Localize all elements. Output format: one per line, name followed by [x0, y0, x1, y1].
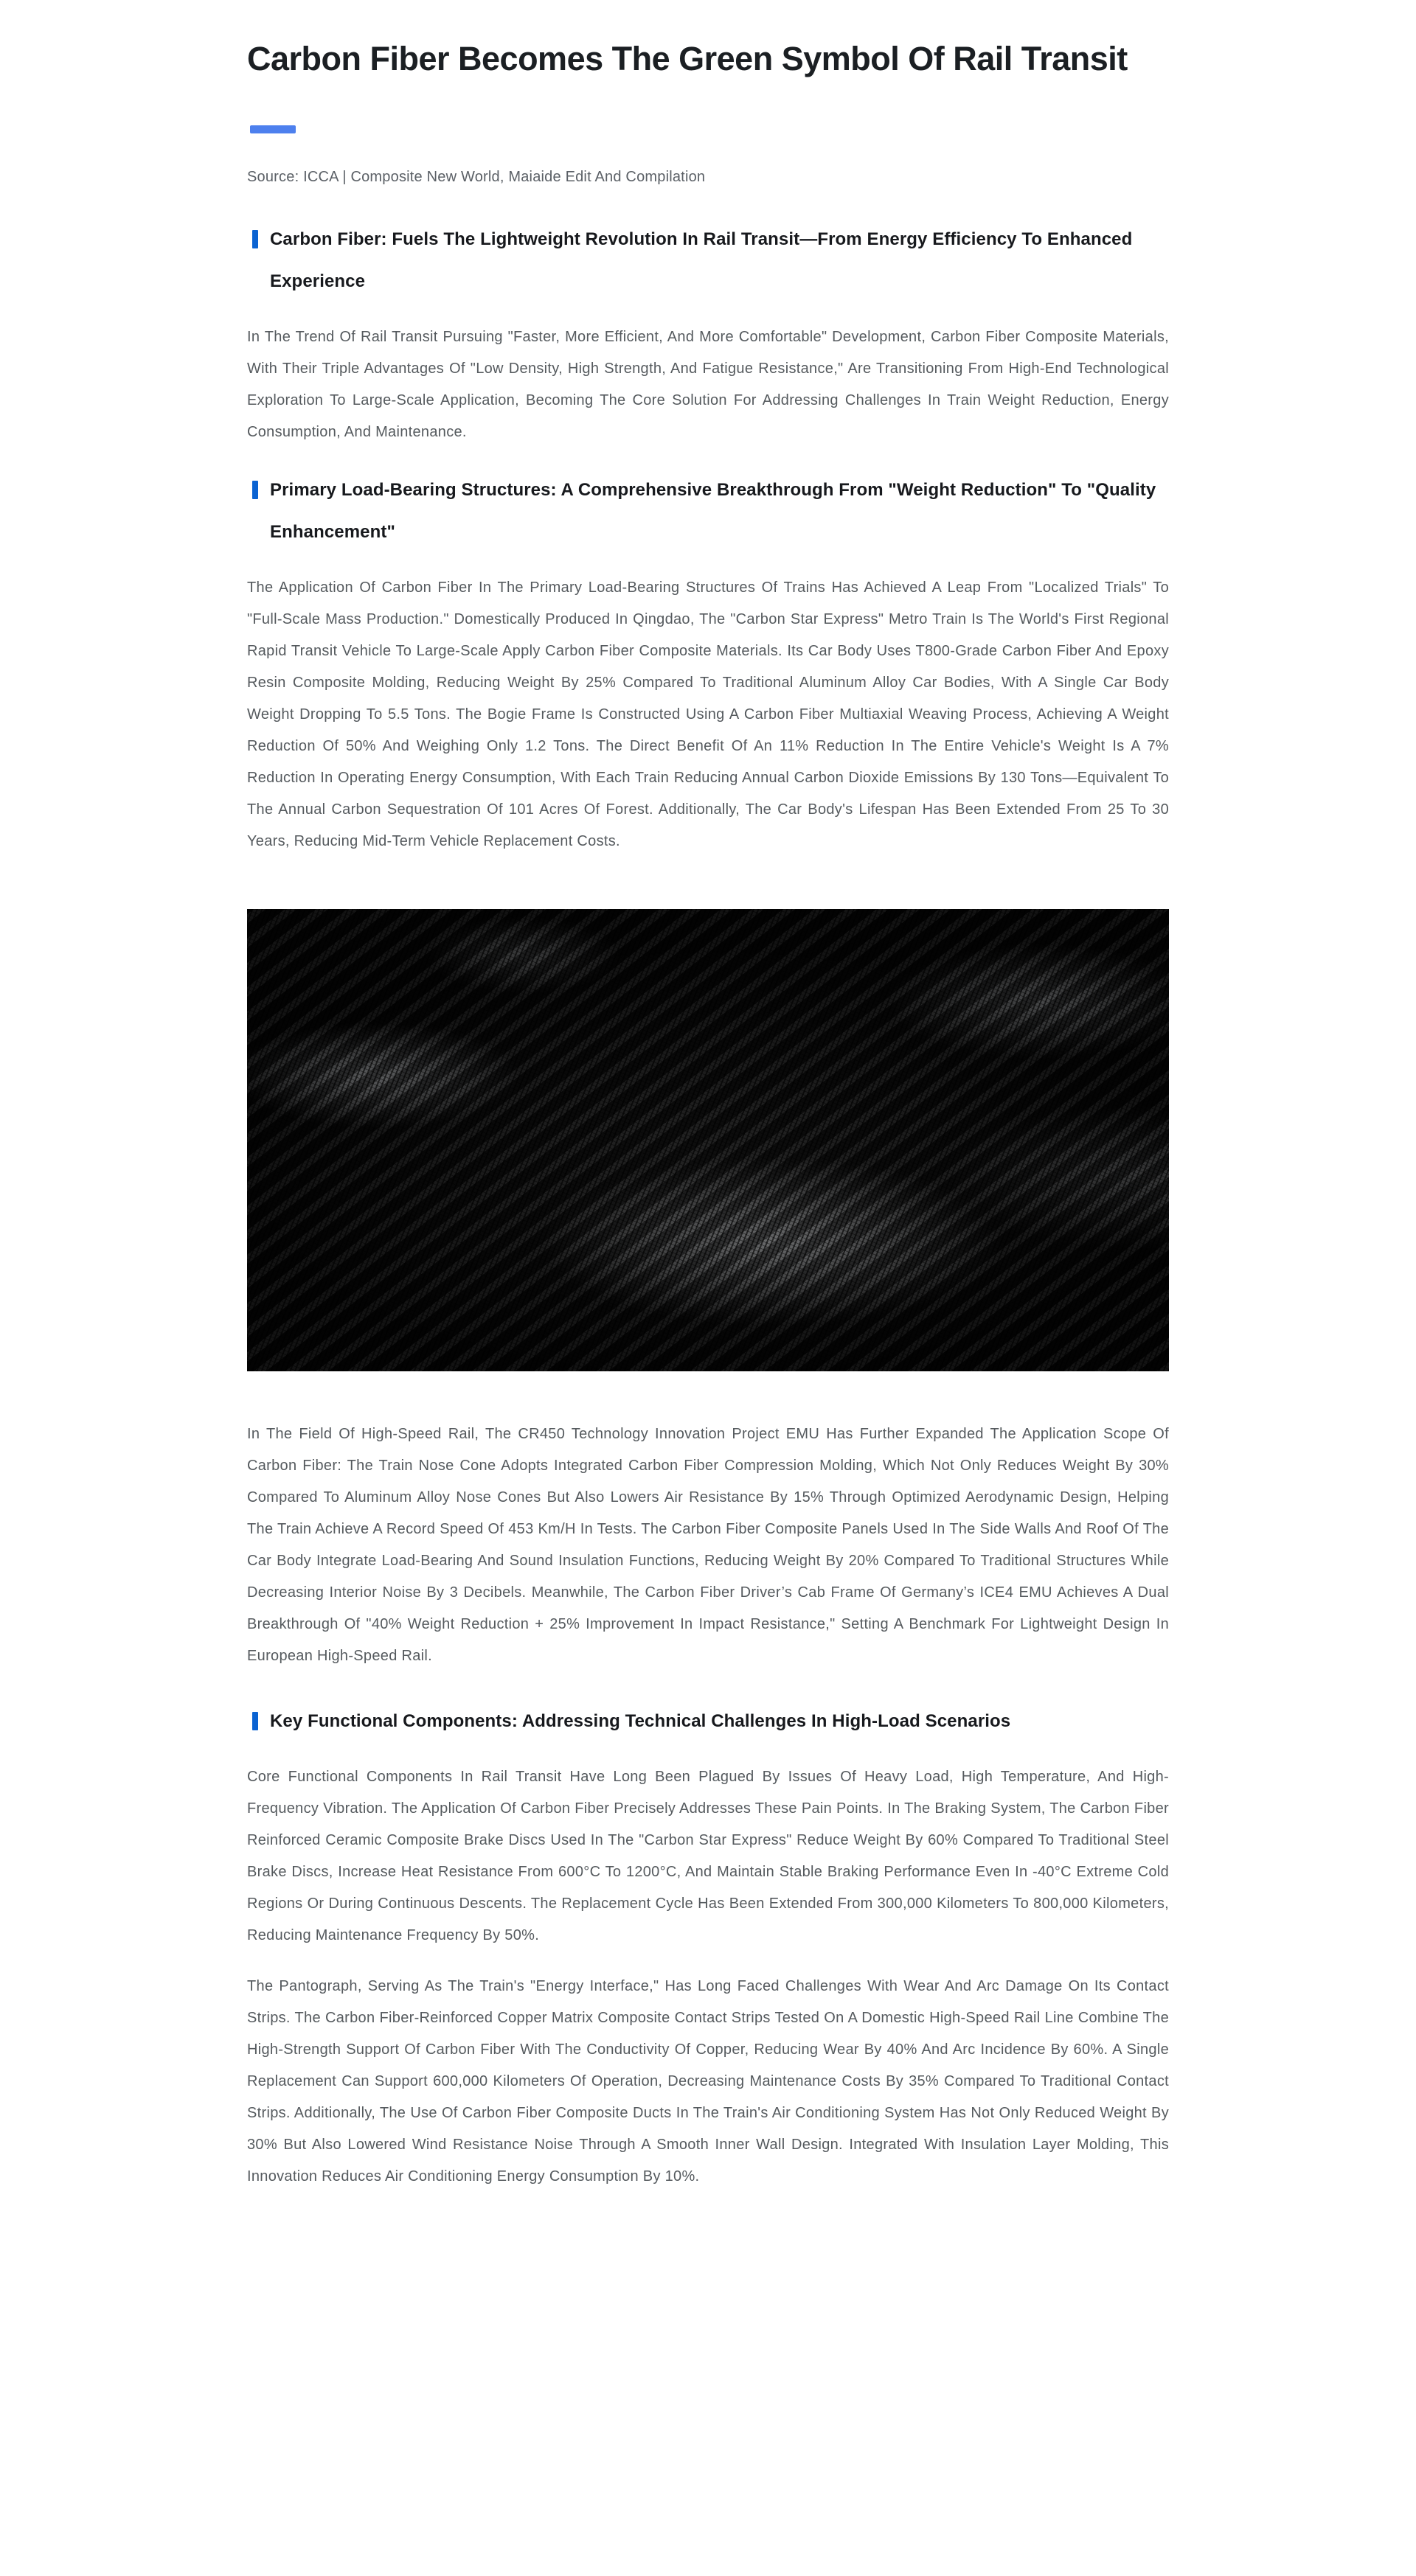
page-title: Carbon Fiber Becomes The Green Symbol Of Rail Transit	[247, 40, 1128, 77]
heading-accent-bar	[252, 230, 258, 248]
section-primary-load-bearing	[247, 469, 1169, 1672]
article-page	[247, 37, 1169, 2576]
source-line: Source: ICCA | Composite New World, Maiaide Edit And Compilation	[247, 169, 706, 185]
section-heading	[247, 218, 1169, 302]
body-paragraph: The Application Of Carbon Fiber In The Primary Load-Bearing Structures Of Trains Has Achieved A Leap From "Localized Trials" To "Full-Scale Mass Production." Domestically Produced In Qingdao, The "Carbon Star Express" Metro Train Is The World's First Regional Rapid Transit Vehicle To Large-Scale Apply Carbon Fiber Composite Materials. Its Car Body Uses T800-Grade Carbon Fiber And Epoxy Resin Composite Molding, Reducing Weight By 25% Compared To Traditional Aluminum Alloy Car Bodies, With A Single Car Body Weight Dropping To 5.5 Tons. The Bogie Frame Is Constructed Using A Carbon Fiber Multiaxial Weaving Process, Achieving A Weight Reduction Of 50% And Weighing Only 1.2 Tons. The Direct Benefit Of An 11% Reduction In The Entire Vehicle's Weight Is A 7% Reduction In Operating Energy Consumption, With Each Train Reducing Annual Carbon Dioxide Emissions By 130 Tons—Equivalent To The Annual Carbon Sequestration Of 101 Acres Of Forest. Additionally, The Car Body's Lifespan Has Been Extended From 25 To 30 Years, Reducing Mid-Term Vehicle Replacement Costs.	[247, 579, 1169, 849]
section-heading-text: Key Functional Components: Addressing Technical Challenges In High-Load Scenarios	[270, 1711, 1011, 1731]
section-heading-text: Carbon Fiber: Fuels The Lightweight Revolution In Rail Transit—From Energy Efficiency To Enhanced Experience	[270, 229, 1133, 291]
body-paragraph: In The Trend Of Rail Transit Pursuing "Faster, More Efficient, And More Comfortable" Development, Carbon Fiber Composite Materials, With Their Triple Advantages Of "Low Density, High Strength, And Fatigue Resistance," Are Transitioning From High-End Technological Exploration To Large-Scale Application, Becoming The Core Solution For Addressing Challenges In Train Weight Reduction, Energy Consumption, And Maintenance.	[247, 329, 1169, 440]
section-heading	[247, 469, 1169, 553]
carbon-fiber-texture-image	[247, 909, 1169, 1371]
section-key-functional-components	[247, 1700, 1169, 2193]
body-paragraph: In The Field Of High-Speed Rail, The CR450 Technology Innovation Project EMU Has Further Expanded The Application Scope Of Carbon Fiber: The Train Nose Cone Adopts Integrated Carbon Fiber Compression Molding, Which Not Only Reduces Weight By 30% Compared To Aluminum Alloy Nose Cones But Also Lowers Air Resistance By 15% Through Optimized Aerodynamic Design, Helping The Train Achieve A Record Speed Of 453 Km/H In Tests. The Carbon Fiber Composite Panels Used In The Side Walls And Roof Of The Car Body Integrate Load-Bearing And Sound Insulation Functions, Reducing Weight By 20% Compared To Traditional Structures While Decreasing Interior Noise By 3 Decibels. Meanwhile, The Carbon Fiber Driver’s Cab Frame Of Germany’s ICE4 EMU Achieves A Dual Breakthrough Of "40% Weight Reduction + 25% Improvement In Impact Resistance," Setting A Benchmark For Lightweight Design In European High-Speed Rail.	[247, 1426, 1169, 1664]
body-paragraph: Core Functional Components In Rail Transit Have Long Been Plagued By Issues Of Heavy Load, High Temperature, And High-Frequency Vibration. The Application Of Carbon Fiber Precisely Addresses These Pain Points. In The Braking System, The Carbon Fiber Reinforced Ceramic Composite Brake Discs Used In The "Carbon Star Express" Reduce Weight By 60% Compared To Traditional Steel Brake Discs, Increase Heat Resistance From 600°C To 1200°C, And Maintain Stable Braking Performance Even In -40°C Extreme Cold Regions Or During Continuous Descents. The Replacement Cycle Has Been Extended From 300,000 Kilometers To 800,000 Kilometers, Reducing Maintenance Frequency By 50%.	[247, 1769, 1169, 1943]
heading-accent-bar	[252, 481, 258, 499]
heading-accent-bar	[252, 1712, 258, 1730]
section-heading	[247, 1700, 1169, 1742]
section-lightweight-revolution	[247, 218, 1169, 448]
title-accent-dash	[250, 125, 296, 133]
section-heading-text: Primary Load-Bearing Structures: A Comprehensive Breakthrough From "Weight Reduction" To "Quality Enhancement"	[270, 480, 1156, 542]
body-paragraph: The Pantograph, Serving As The Train's "Energy Interface," Has Long Faced Challenges With Wear And Arc Damage On Its Contact Strips. The Carbon Fiber-Reinforced Copper Matrix Composite Contact Strips Tested On A Domestic High-Speed Rail Line Combine The High-Strength Support Of Carbon Fiber With The Conductivity Of Copper, Reducing Wear By 40% And Arc Incidence By 60%. A Single Replacement Can Support 600,000 Kilometers Of Operation, Decreasing Maintenance Costs By 35% Compared To Traditional Contact Strips. Additionally, The Use Of Carbon Fiber Composite Ducts In The Train's Air Conditioning System Has Not Only Reduced Weight By 30% But Also Lowered Wind Resistance Noise Through A Smooth Inner Wall Design. Integrated With Insulation Layer Molding, This Innovation Reduces Air Conditioning Energy Consumption By 10%.	[247, 1978, 1169, 2185]
